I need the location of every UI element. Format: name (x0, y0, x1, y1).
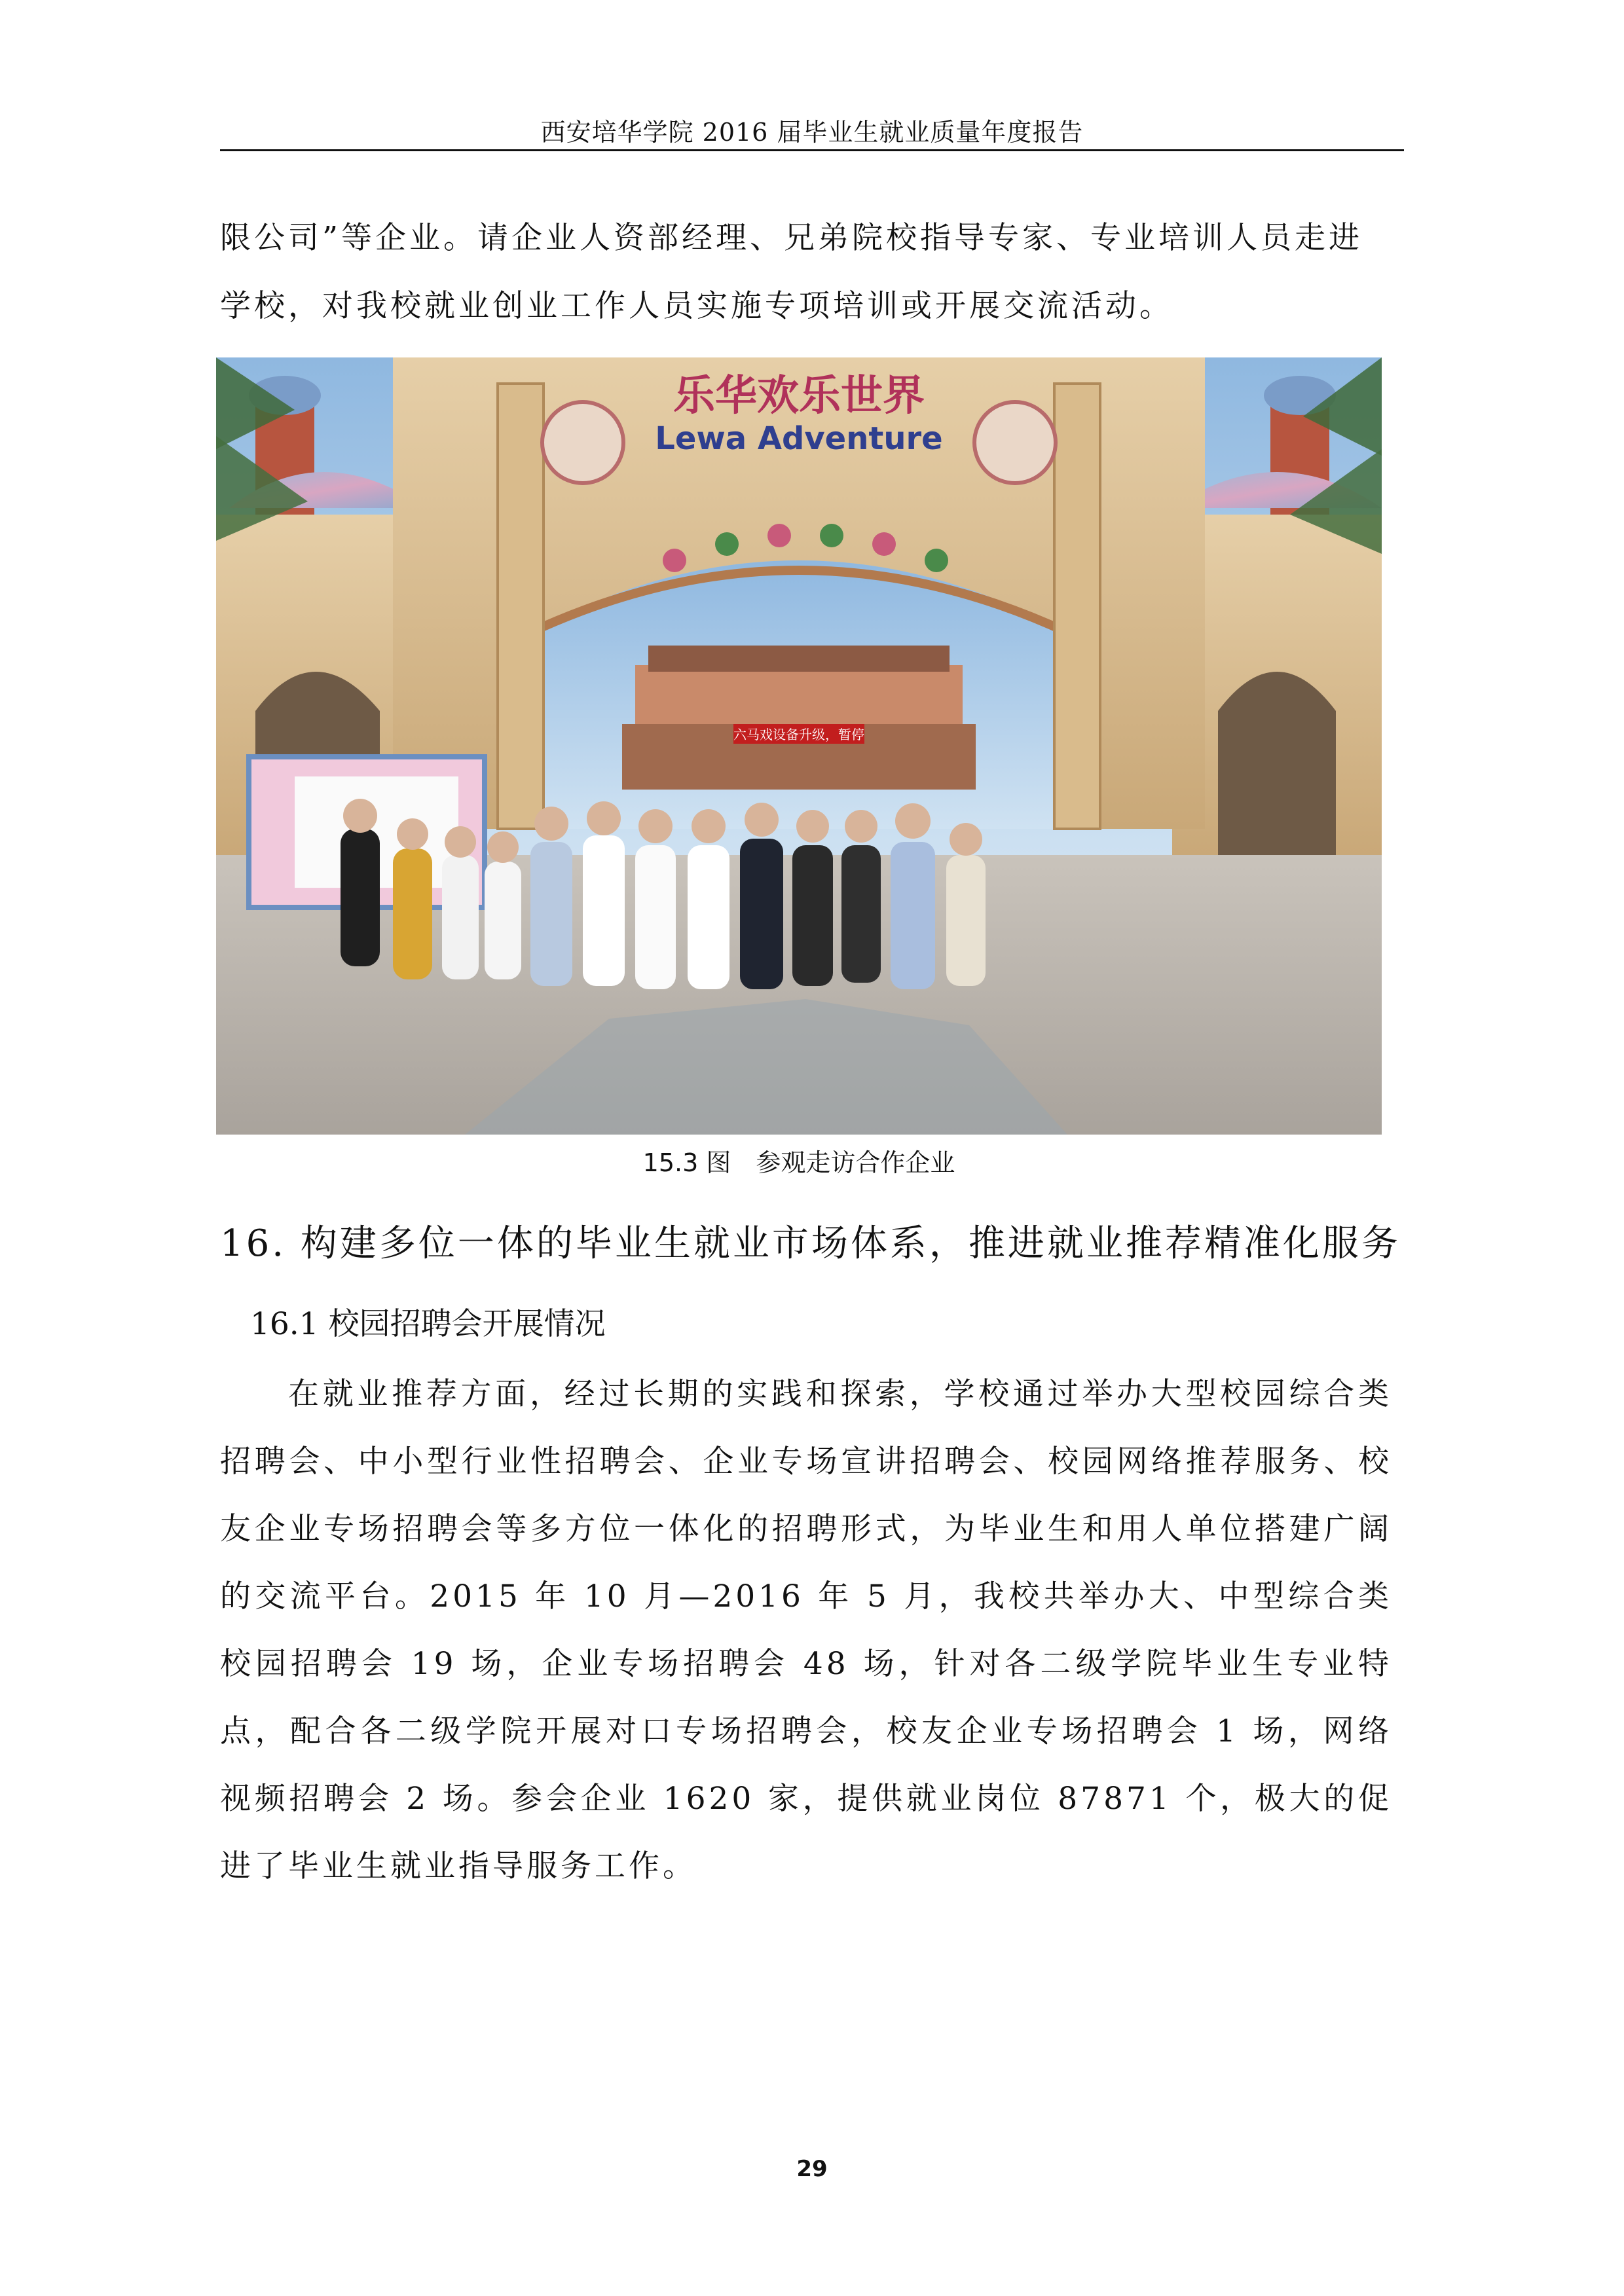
sign-chinese: 乐华欢乐世界 (673, 372, 925, 420)
banner-text: 六马戏设备升级，暂停 (733, 727, 864, 742)
page-number: 29 (796, 2156, 828, 2182)
page-header: 西安培华学院 2016 届毕业生就业质量年度报告 (540, 118, 1084, 147)
section-heading: 16. 构建多位一体的毕业生就业市场体系，推进就业推荐精准化服务 (220, 1222, 1401, 1265)
intro-paragraph: 限公司”等企业。请企业人资部经理、兄弟院校指导专家、专业培训人员走进学校，对我校就业创业工作人员实施专项培训或开展交流活动。 (220, 220, 1363, 324)
section-paragraph: 在就业推荐方面，经过长期的实践和探索，学校通过举办大型校园综合类招聘会、中小型行业性招聘会、企业专场宣讲招聘会、校园网络推荐服务、校友企业专场招聘会等多方位一体化的招聘形式，为毕业生和用人单位搭建广阔的交流平台。2015 年 10 月—2016 年 5 月，我校共举办大、中型综合类校园招聘会 19 场，企业专场招聘会 48 场，针对各二级学院毕业生专业特点，配合各二级学院开展对口专场招聘会，校友企业专场招聘会 1 场，网络视频招聘会 2 场。参会企业 1620 家，提供就业岗位 87871 个，极大的促进了毕业生就业指导服务工作。 (220, 1376, 1392, 1884)
header-rule (220, 149, 1404, 151)
photo-illustration (216, 357, 1382, 1135)
subsection-heading: 16.1 校园招聘会开展情况 (250, 1306, 606, 1342)
sign-english: Lewa Adventure (655, 420, 943, 457)
figure-caption: 15.3 图 参观走访合作企业 (642, 1148, 955, 1177)
figure-photo (216, 357, 1382, 1135)
